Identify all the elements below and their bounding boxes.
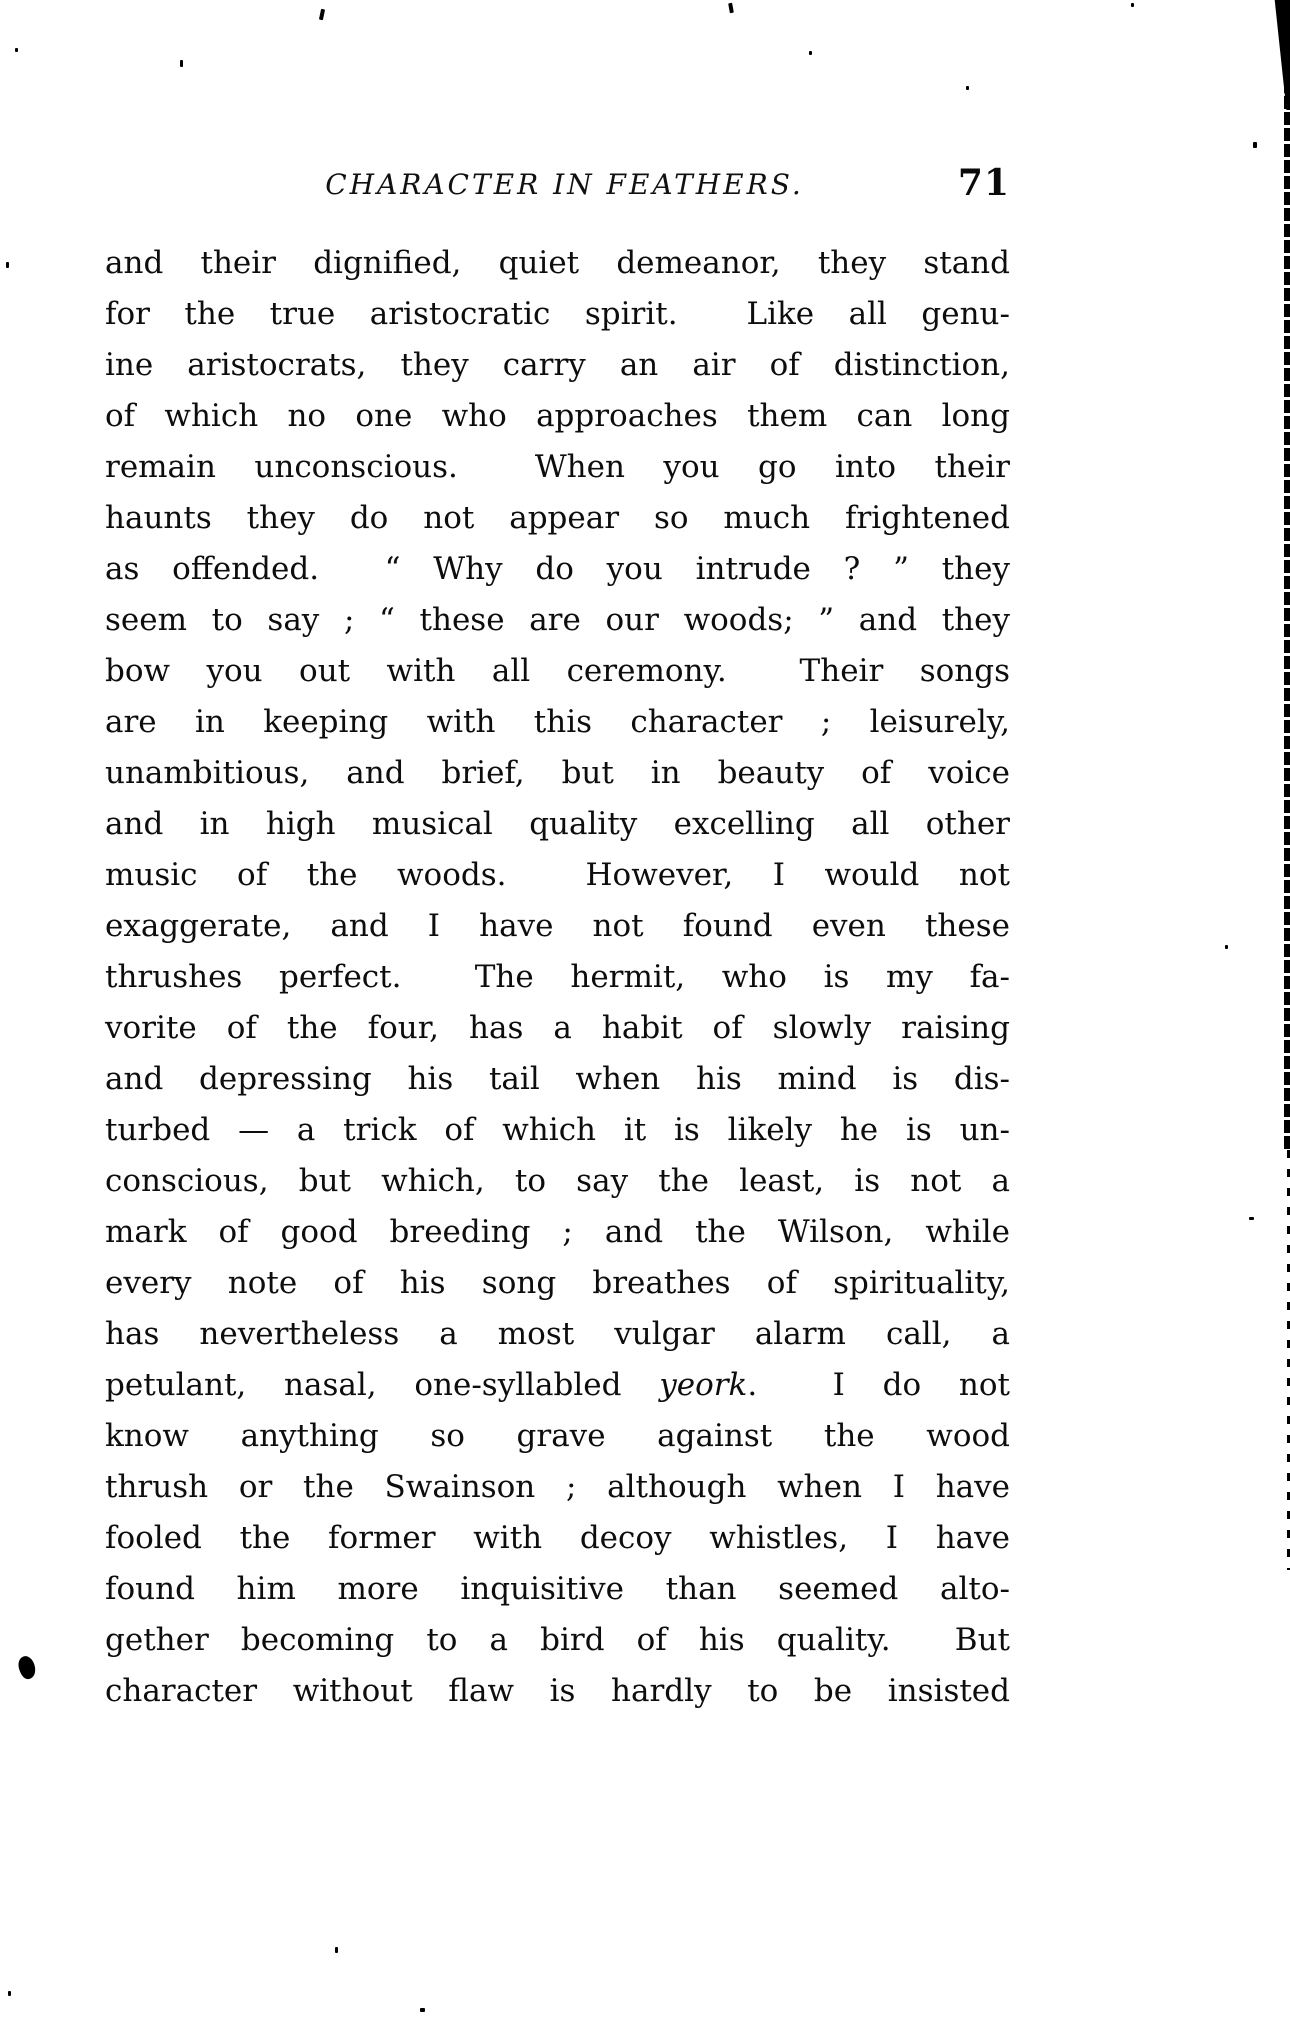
text-line: bow you out with all ceremony. Their songs <box>105 653 1010 689</box>
text-line: fooled the former with decoy whistles, I have <box>105 1520 1010 1556</box>
text-line: character without flaw is hardly to be insisted <box>105 1673 1010 1709</box>
text-line: are in keeping with this character ; leisurely, <box>105 704 1010 740</box>
text-line: thrush or the Swainson ; although when I have <box>105 1469 1010 1505</box>
running-title: CHARACTER IN FEATHERS. <box>325 168 804 201</box>
text-line: know anything so grave against the wood <box>105 1418 1010 1454</box>
scan-speck <box>1253 142 1257 148</box>
text-line: music of the woods. However, I would not <box>105 857 1010 893</box>
scan-speck <box>420 2008 425 2012</box>
scan-edge-streak <box>1284 0 1290 1150</box>
scan-speck <box>8 1991 11 1996</box>
text-line: ine aristocrats, they carry an air of distinction, <box>105 347 1010 383</box>
text-line: seem to say ; “ these are our woods; ” and they <box>105 602 1010 638</box>
text-line: and in high musical quality excelling all other <box>105 806 1010 842</box>
scan-speck <box>809 51 812 55</box>
ink-blot <box>15 1654 39 1682</box>
text-line: every note of his song breathes of spirituality, <box>105 1265 1010 1301</box>
text-line: exaggerate, and I have not found even these <box>105 908 1010 944</box>
scan-speck <box>15 48 18 52</box>
text-line: petulant, nasal, one-syllabled yeork. I do not <box>105 1367 1010 1403</box>
scan-speck <box>728 3 734 14</box>
text-line: mark of good breeding ; and the Wilson, while <box>105 1214 1010 1250</box>
scan-speck <box>1131 3 1134 7</box>
text-line: as offended. “ Why do you intrude ? ” they <box>105 551 1010 587</box>
page-number: 71 <box>957 162 1010 204</box>
text-line: thrushes perfect. The hermit, who is my fa- <box>105 959 1010 995</box>
scan-speck <box>180 60 183 67</box>
page-body <box>105 238 1010 1717</box>
text-line: haunts they do not appear so much frightened <box>105 500 1010 536</box>
text-line: found him more inquisitive than seemed alto- <box>105 1571 1010 1607</box>
scan-speck <box>319 9 325 21</box>
text-line: remain unconscious. When you go into their <box>105 449 1010 485</box>
text-line: for the true aristocratic spirit. Like all genu- <box>105 296 1010 332</box>
text-line: gether becoming to a bird of his quality. But <box>105 1622 1010 1658</box>
text-line: vorite of the four, has a habit of slowly raising <box>105 1010 1010 1046</box>
scan-speck <box>966 86 969 90</box>
scan-speck <box>1249 1217 1254 1220</box>
text-line: and their dignified, quiet demeanor, they stand <box>105 245 1010 281</box>
text-line: of which no one who approaches them can long <box>105 398 1010 434</box>
scan-speck <box>6 262 9 268</box>
page-header <box>105 162 1010 212</box>
text-line: turbed — a trick of which it is likely he is un- <box>105 1112 1010 1148</box>
text-line: has nevertheless a most vulgar alarm call, a <box>105 1316 1010 1352</box>
text-line: and depressing his tail when his mind is dis- <box>105 1061 1010 1097</box>
scan-speck <box>335 1947 338 1953</box>
text-line: conscious, but which, to say the least, is not a <box>105 1163 1010 1199</box>
text-line: unambitious, and brief, but in beauty of voice <box>105 755 1010 791</box>
scan-speck <box>1225 945 1228 949</box>
